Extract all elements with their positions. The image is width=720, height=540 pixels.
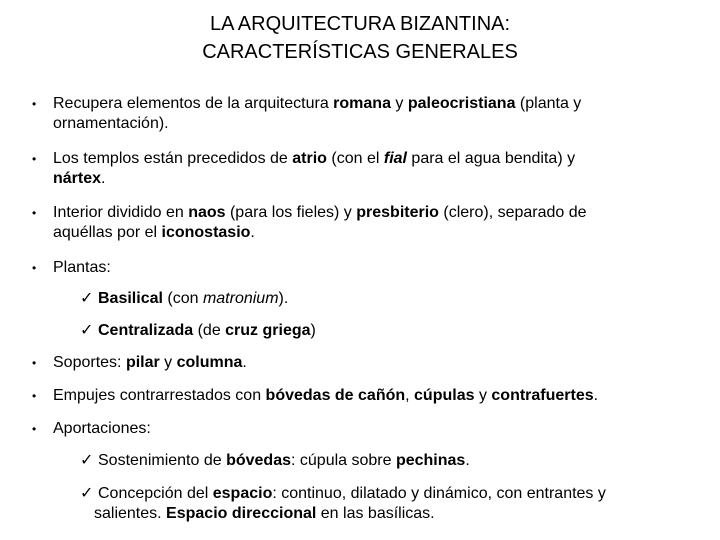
check-icon: ✓ bbox=[80, 290, 94, 307]
title-line-1: LA ARQUITECTURA BIZANTINA: bbox=[209, 13, 511, 35]
bullet-marker: • bbox=[32, 261, 37, 275]
bullet-list: • Recupera elementos de la arquitectura romana y paleocristiana (planta y ornamentación). • Los templos están precedidos de atrio (con el fial para el agua bendita) y nártex. • Interior dividido en naos (para los fieles) y presbiterio (clero), separado de aquéllas por el iconostasio. • Plantas: ✓ Basilical (con matronium). ✓ Centralizada (de cruz griega) • Soportes: pilar y columna. • Empujes contrarrestados con bóvedas de cañón, cúpulas y contrafuertes. • Aportaciones: ✓ Sostenimiento de bóvedas: cúpula sobre pechinas. ✓ Concepción del espacio: continuo, dilatado y dinámico, con entrantes y salientes. Espacio direccional en las basílicas. bbox=[32, 95, 606, 522]
bullet-marker: • bbox=[32, 206, 37, 220]
check-icon: ✓ bbox=[80, 452, 94, 469]
check-icon: ✓ bbox=[80, 322, 94, 339]
bullet-marker: • bbox=[32, 389, 37, 403]
bullet-marker: • bbox=[32, 152, 37, 166]
bullet-marker: • bbox=[32, 422, 37, 436]
title-line-2: CARACTERÍSTICAS GENERALES bbox=[202, 41, 518, 63]
bullet-marker: • bbox=[32, 356, 37, 370]
bullet-marker: • bbox=[32, 97, 37, 111]
check-icon: ✓ bbox=[80, 485, 94, 502]
